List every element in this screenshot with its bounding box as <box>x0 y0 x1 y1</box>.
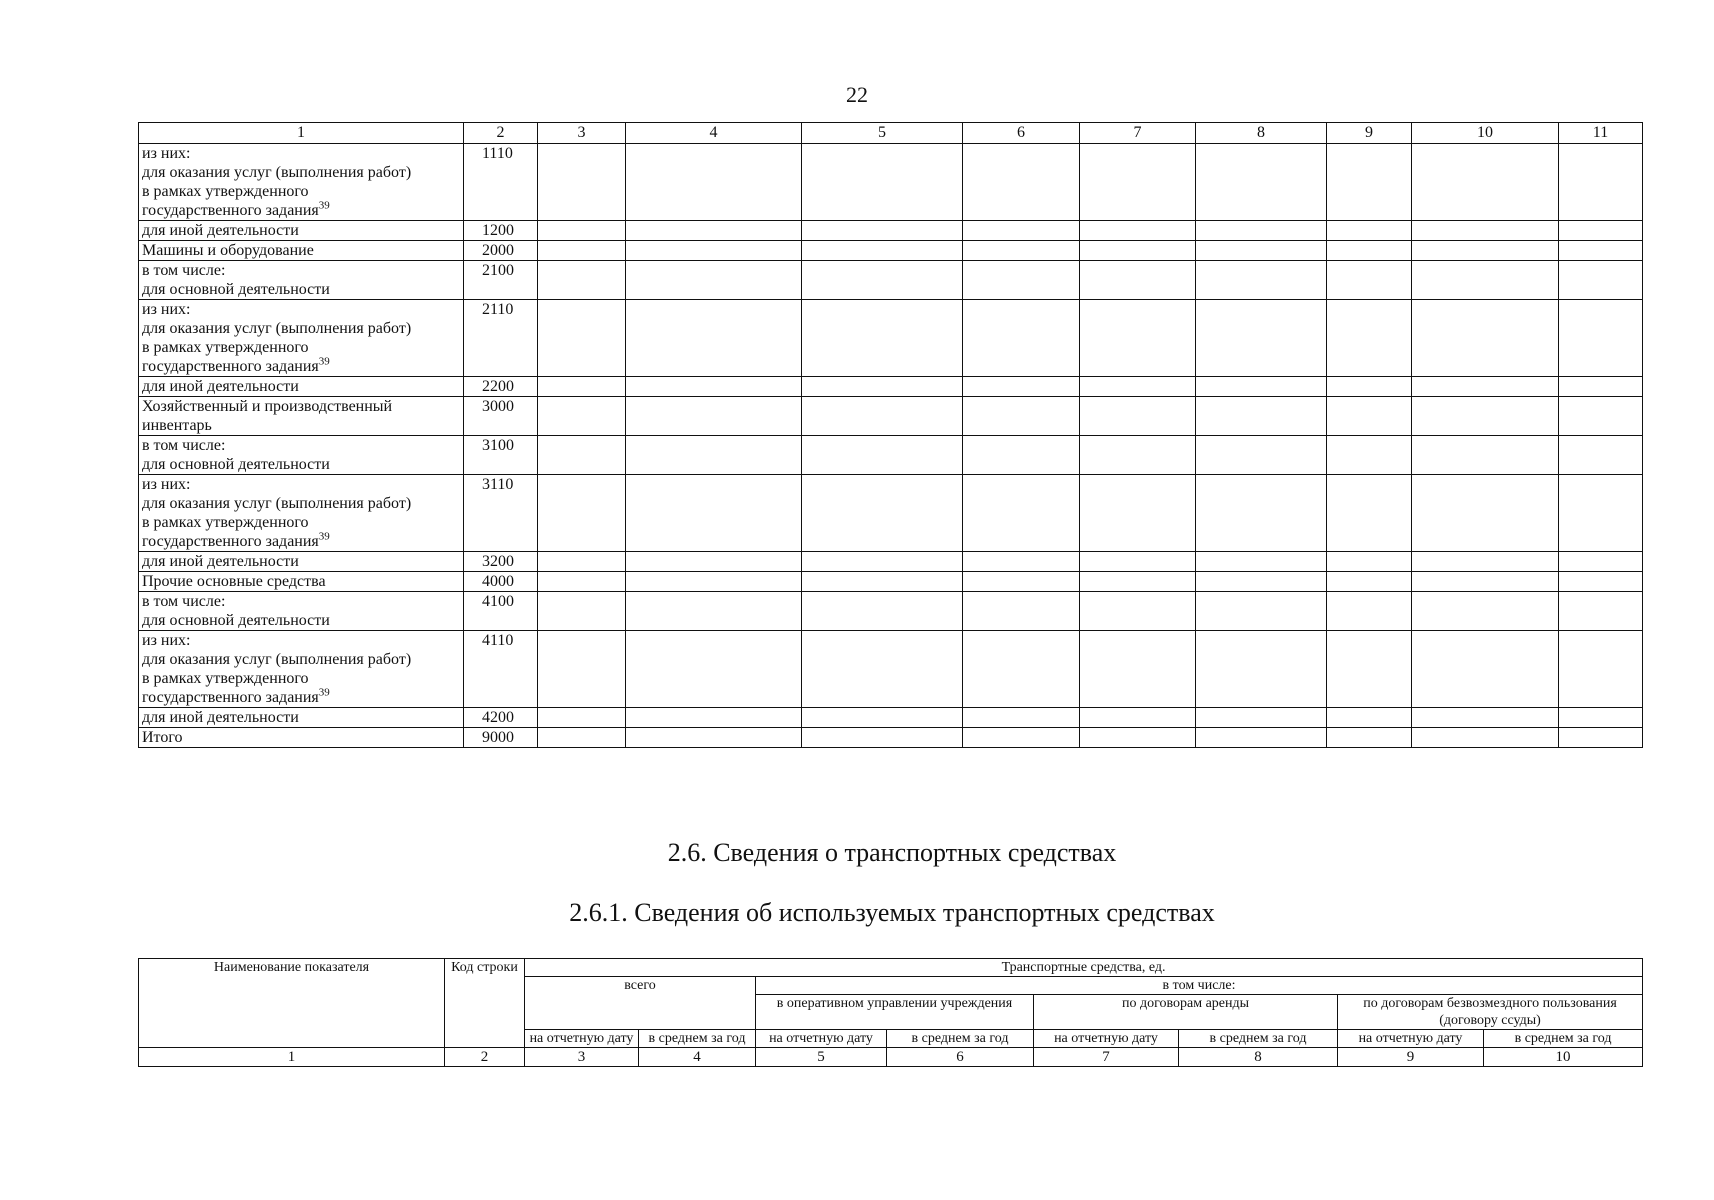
empty-cell <box>1559 728 1643 748</box>
row-name-line <box>142 494 460 513</box>
row-name-text: государственного задания <box>142 358 319 375</box>
row-name-text: в том числе: <box>142 437 226 454</box>
empty-cell <box>538 552 626 572</box>
empty-cell <box>1080 552 1196 572</box>
row-name-text: для иной деятельности <box>142 553 299 570</box>
empty-cell <box>1559 475 1643 552</box>
row-name-line <box>142 300 460 319</box>
row-name-text: в том числе: <box>142 593 226 610</box>
empty-cell <box>802 261 963 300</box>
row-name-text: для иной деятельности <box>142 709 299 726</box>
row-name-text: из них: <box>142 301 191 318</box>
row-name-line <box>142 611 460 630</box>
row-name <box>139 241 464 261</box>
row-name-line <box>142 728 460 747</box>
empty-cell <box>802 377 963 397</box>
footnote-ref: 39 <box>318 199 330 212</box>
row-name <box>139 592 464 631</box>
table-row <box>139 144 1643 221</box>
empty-cell <box>802 144 963 221</box>
row-name-text: из них: <box>142 476 191 493</box>
footnote-ref: 39 <box>318 530 330 543</box>
empty-cell <box>538 397 626 436</box>
row-name-line <box>142 338 460 357</box>
column-number: 9 <box>1327 123 1412 144</box>
table-row <box>139 241 1643 261</box>
column-number: 3 <box>538 123 626 144</box>
row-code: 3000 <box>464 397 538 436</box>
empty-cell <box>538 572 626 592</box>
empty-cell <box>1412 300 1559 377</box>
empty-cell <box>963 144 1080 221</box>
empty-cell <box>963 397 1080 436</box>
empty-cell <box>1559 436 1643 475</box>
row-name-text: для иной деятельности <box>142 378 299 395</box>
row-name-text: в рамках утвержденного <box>142 514 309 531</box>
row-name-line <box>142 475 460 494</box>
empty-cell <box>538 728 626 748</box>
empty-cell <box>1327 728 1412 748</box>
empty-cell <box>1196 300 1327 377</box>
empty-cell <box>802 572 963 592</box>
empty-cell <box>1327 475 1412 552</box>
empty-cell <box>1080 475 1196 552</box>
page-number: 22 <box>846 82 868 107</box>
row-name-line <box>142 436 460 455</box>
empty-cell <box>1080 241 1196 261</box>
row-name-text: из них: <box>142 632 191 649</box>
empty-cell <box>802 475 963 552</box>
empty-cell <box>1327 261 1412 300</box>
header-total: всего <box>525 977 756 1030</box>
row-code: 2100 <box>464 261 538 300</box>
empty-cell <box>538 436 626 475</box>
header-average: в среднем за год <box>887 1030 1034 1048</box>
empty-cell <box>802 552 963 572</box>
empty-cell <box>1327 572 1412 592</box>
empty-cell <box>802 631 963 708</box>
empty-cell <box>538 300 626 377</box>
empty-cell <box>626 144 802 221</box>
empty-cell <box>1327 592 1412 631</box>
row-code: 2200 <box>464 377 538 397</box>
row-name-text: в рамках утвержденного <box>142 670 309 687</box>
fixed-assets-table <box>138 122 1643 748</box>
section-title-2-6-1: 2.6.1. Сведения об используемых транспортных средствах <box>569 898 1215 927</box>
row-name <box>139 221 464 241</box>
header-average: в среднем за год <box>1179 1030 1338 1048</box>
row-code: 4100 <box>464 592 538 631</box>
column-number: 9 <box>1338 1048 1484 1067</box>
empty-cell <box>1196 552 1327 572</box>
empty-cell <box>963 572 1080 592</box>
empty-cell <box>1080 631 1196 708</box>
empty-cell <box>1327 436 1412 475</box>
row-name-text: инвентарь <box>142 417 212 434</box>
empty-cell <box>963 241 1080 261</box>
header-at-date: на отчетную дату <box>1034 1030 1179 1048</box>
empty-cell <box>626 241 802 261</box>
empty-cell <box>1327 552 1412 572</box>
empty-cell <box>1080 728 1196 748</box>
header-operational-management: в оперативном управлении учреждения <box>756 995 1034 1030</box>
table-row <box>139 221 1643 241</box>
empty-cell <box>963 221 1080 241</box>
row-code: 3200 <box>464 552 538 572</box>
empty-cell <box>1412 475 1559 552</box>
row-name-line <box>142 708 460 727</box>
row-name-line <box>142 221 460 240</box>
table-row <box>139 572 1643 592</box>
row-name <box>139 261 464 300</box>
empty-cell <box>1559 572 1643 592</box>
empty-cell <box>626 300 802 377</box>
empty-cell <box>1412 552 1559 572</box>
table-row <box>139 436 1643 475</box>
row-name <box>139 397 464 436</box>
empty-cell <box>1412 436 1559 475</box>
row-name-line <box>142 688 460 707</box>
empty-cell <box>1080 708 1196 728</box>
empty-cell <box>963 728 1080 748</box>
empty-cell <box>626 475 802 552</box>
empty-cell <box>802 241 963 261</box>
empty-cell <box>1559 377 1643 397</box>
column-number: 1 <box>139 123 464 144</box>
row-name-text: для оказания услуг (выполнения работ) <box>142 495 412 512</box>
empty-cell <box>626 377 802 397</box>
empty-cell <box>626 728 802 748</box>
table-row <box>139 377 1643 397</box>
row-name-text: для оказания услуг (выполнения работ) <box>142 651 412 668</box>
table-row <box>139 261 1643 300</box>
empty-cell <box>1327 144 1412 221</box>
empty-cell <box>1559 241 1643 261</box>
row-name <box>139 300 464 377</box>
empty-cell <box>1327 631 1412 708</box>
row-name-text: Хозяйственный и производственный <box>142 398 393 415</box>
empty-cell <box>1080 144 1196 221</box>
row-name-line <box>142 241 460 260</box>
row-name-text: для основной деятельности <box>142 281 330 298</box>
row-name-text: Прочие основные средства <box>142 573 326 590</box>
row-name <box>139 708 464 728</box>
empty-cell <box>1196 241 1327 261</box>
empty-cell <box>802 592 963 631</box>
empty-cell <box>1196 221 1327 241</box>
row-name-line <box>142 532 460 551</box>
empty-cell <box>963 708 1080 728</box>
row-name-line <box>142 397 460 416</box>
empty-cell <box>1559 552 1643 572</box>
row-name-text: для основной деятельности <box>142 456 330 473</box>
row-name-line <box>142 261 460 280</box>
row-name-text: в том числе: <box>142 262 226 279</box>
row-name-text: для оказания услуг (выполнения работ) <box>142 164 412 181</box>
row-name-text: из них: <box>142 145 191 162</box>
empty-cell <box>1559 592 1643 631</box>
empty-cell <box>626 631 802 708</box>
column-number: 10 <box>1484 1048 1643 1067</box>
empty-cell <box>1327 397 1412 436</box>
column-number: 1 <box>139 1048 445 1067</box>
column-number: 6 <box>887 1048 1034 1067</box>
empty-cell <box>1559 300 1643 377</box>
header-indicator-name: Наименование показателя <box>139 959 445 1048</box>
empty-cell <box>1196 572 1327 592</box>
empty-cell <box>626 592 802 631</box>
empty-cell <box>1412 631 1559 708</box>
empty-cell <box>963 377 1080 397</box>
empty-cell <box>802 397 963 436</box>
row-code: 1110 <box>464 144 538 221</box>
header-at-date: на отчетную дату <box>756 1030 887 1048</box>
row-name-line <box>142 416 460 435</box>
row-name-text: государственного задания <box>142 689 319 706</box>
empty-cell <box>1196 592 1327 631</box>
empty-cell <box>1412 572 1559 592</box>
empty-cell <box>1327 377 1412 397</box>
row-name <box>139 728 464 748</box>
empty-cell <box>1196 708 1327 728</box>
empty-cell <box>1559 631 1643 708</box>
empty-cell <box>538 261 626 300</box>
empty-cell <box>538 708 626 728</box>
table-row <box>139 397 1643 436</box>
empty-cell <box>1080 592 1196 631</box>
row-name-text: государственного задания <box>142 533 319 550</box>
empty-cell <box>802 221 963 241</box>
row-code: 1200 <box>464 221 538 241</box>
row-name-line <box>142 182 460 201</box>
column-number-row <box>139 123 1643 144</box>
empty-cell <box>626 261 802 300</box>
row-code: 2000 <box>464 241 538 261</box>
empty-cell <box>1196 261 1327 300</box>
empty-cell <box>626 221 802 241</box>
table-row <box>139 552 1643 572</box>
empty-cell <box>1412 397 1559 436</box>
row-name-text: в рамках утвержденного <box>142 339 309 356</box>
row-name-line <box>142 572 460 591</box>
row-code: 3110 <box>464 475 538 552</box>
empty-cell <box>538 241 626 261</box>
empty-cell <box>963 631 1080 708</box>
row-name-text: для иной деятельности <box>142 222 299 239</box>
column-number: 4 <box>626 123 802 144</box>
empty-cell <box>1412 592 1559 631</box>
column-number: 2 <box>445 1048 525 1067</box>
row-name <box>139 572 464 592</box>
empty-cell <box>1080 397 1196 436</box>
column-number: 2 <box>464 123 538 144</box>
row-name-line <box>142 163 460 182</box>
empty-cell <box>626 552 802 572</box>
row-code: 4000 <box>464 572 538 592</box>
row-name-line <box>142 144 460 163</box>
empty-cell <box>802 708 963 728</box>
empty-cell <box>963 592 1080 631</box>
empty-cell <box>538 592 626 631</box>
column-number: 6 <box>963 123 1080 144</box>
row-name-line <box>142 631 460 650</box>
row-name-line <box>142 357 460 376</box>
empty-cell <box>1196 631 1327 708</box>
empty-cell <box>1559 261 1643 300</box>
header-transport-units: Транспортные средства, ед. <box>525 959 1643 977</box>
header-lease: по договорам аренды <box>1034 995 1338 1030</box>
column-number: 8 <box>1179 1048 1338 1067</box>
header-row-code: Код строки <box>445 959 525 1048</box>
empty-cell <box>1559 221 1643 241</box>
empty-cell <box>538 475 626 552</box>
row-name-line <box>142 201 460 220</box>
footnote-ref: 39 <box>318 686 330 699</box>
row-name-text: государственного задания <box>142 202 319 219</box>
column-number: 7 <box>1034 1048 1179 1067</box>
table-row <box>139 300 1643 377</box>
empty-cell <box>1327 300 1412 377</box>
empty-cell <box>1327 241 1412 261</box>
row-name-text: в рамках утвержденного <box>142 183 309 200</box>
empty-cell <box>1327 708 1412 728</box>
empty-cell <box>963 300 1080 377</box>
empty-cell <box>1080 261 1196 300</box>
transport-table <box>138 958 1643 1067</box>
empty-cell <box>963 552 1080 572</box>
column-number: 7 <box>1080 123 1196 144</box>
table-row <box>139 708 1643 728</box>
row-name-line <box>142 513 460 532</box>
empty-cell <box>1559 397 1643 436</box>
header-average: в среднем за год <box>1484 1030 1643 1048</box>
header-average: в среднем за год <box>639 1030 756 1048</box>
empty-cell <box>538 144 626 221</box>
row-name <box>139 377 464 397</box>
empty-cell <box>802 300 963 377</box>
empty-cell <box>538 377 626 397</box>
row-name <box>139 436 464 475</box>
header-at-date: на отчетную дату <box>525 1030 639 1048</box>
empty-cell <box>1412 377 1559 397</box>
section-title-2-6: 2.6. Сведения о транспортных средствах <box>667 838 1117 867</box>
row-name <box>139 552 464 572</box>
row-name-text: для основной деятельности <box>142 612 330 629</box>
empty-cell <box>1559 144 1643 221</box>
column-number: 5 <box>802 123 963 144</box>
column-number: 8 <box>1196 123 1327 144</box>
empty-cell <box>1412 144 1559 221</box>
row-name-text: Машины и оборудование <box>142 242 314 259</box>
row-code: 4110 <box>464 631 538 708</box>
empty-cell <box>1559 708 1643 728</box>
header-at-date: на отчетную дату <box>1338 1030 1484 1048</box>
column-number: 4 <box>639 1048 756 1067</box>
column-number: 10 <box>1412 123 1559 144</box>
fixed-assets-table-body <box>139 123 1643 748</box>
row-name <box>139 144 464 221</box>
row-name-line <box>142 650 460 669</box>
row-name-line <box>142 280 460 299</box>
row-code: 3100 <box>464 436 538 475</box>
column-number: 11 <box>1559 123 1643 144</box>
table-row <box>139 728 1643 748</box>
empty-cell <box>1080 377 1196 397</box>
empty-cell <box>1196 728 1327 748</box>
table-row <box>139 475 1643 552</box>
row-name-text: для оказания услуг (выполнения работ) <box>142 320 412 337</box>
empty-cell <box>1080 221 1196 241</box>
empty-cell <box>1080 436 1196 475</box>
empty-cell <box>538 631 626 708</box>
empty-cell <box>1412 708 1559 728</box>
empty-cell <box>626 708 802 728</box>
row-name-line <box>142 455 460 474</box>
empty-cell <box>802 436 963 475</box>
empty-cell <box>1412 261 1559 300</box>
header-including: в том числе: <box>756 977 1643 995</box>
empty-cell <box>538 221 626 241</box>
table-row <box>139 592 1643 631</box>
empty-cell <box>1080 572 1196 592</box>
row-name-line <box>142 319 460 338</box>
empty-cell <box>626 397 802 436</box>
row-code: 4200 <box>464 708 538 728</box>
row-name-line <box>142 592 460 611</box>
empty-cell <box>1080 300 1196 377</box>
empty-cell <box>1196 377 1327 397</box>
empty-cell <box>626 436 802 475</box>
empty-cell <box>963 261 1080 300</box>
column-number-row <box>139 1048 1643 1067</box>
empty-cell <box>1327 221 1412 241</box>
row-name-line <box>142 552 460 571</box>
row-name-line <box>142 669 460 688</box>
row-name-line <box>142 377 460 396</box>
column-number: 3 <box>525 1048 639 1067</box>
footnote-ref: 39 <box>318 355 330 368</box>
empty-cell <box>626 572 802 592</box>
empty-cell <box>1196 475 1327 552</box>
empty-cell <box>802 728 963 748</box>
empty-cell <box>963 475 1080 552</box>
empty-cell <box>1196 436 1327 475</box>
row-name-text: Итого <box>142 729 183 746</box>
row-code: 9000 <box>464 728 538 748</box>
row-name <box>139 631 464 708</box>
empty-cell <box>1412 241 1559 261</box>
empty-cell <box>1196 397 1327 436</box>
column-number: 5 <box>756 1048 887 1067</box>
row-name <box>139 475 464 552</box>
table-row <box>139 631 1643 708</box>
empty-cell <box>1412 728 1559 748</box>
empty-cell <box>1196 144 1327 221</box>
empty-cell <box>1412 221 1559 241</box>
empty-cell <box>963 436 1080 475</box>
row-code: 2110 <box>464 300 538 377</box>
header-free-use: по договорам безвозмездного пользования (договору ссуды) <box>1338 995 1643 1030</box>
